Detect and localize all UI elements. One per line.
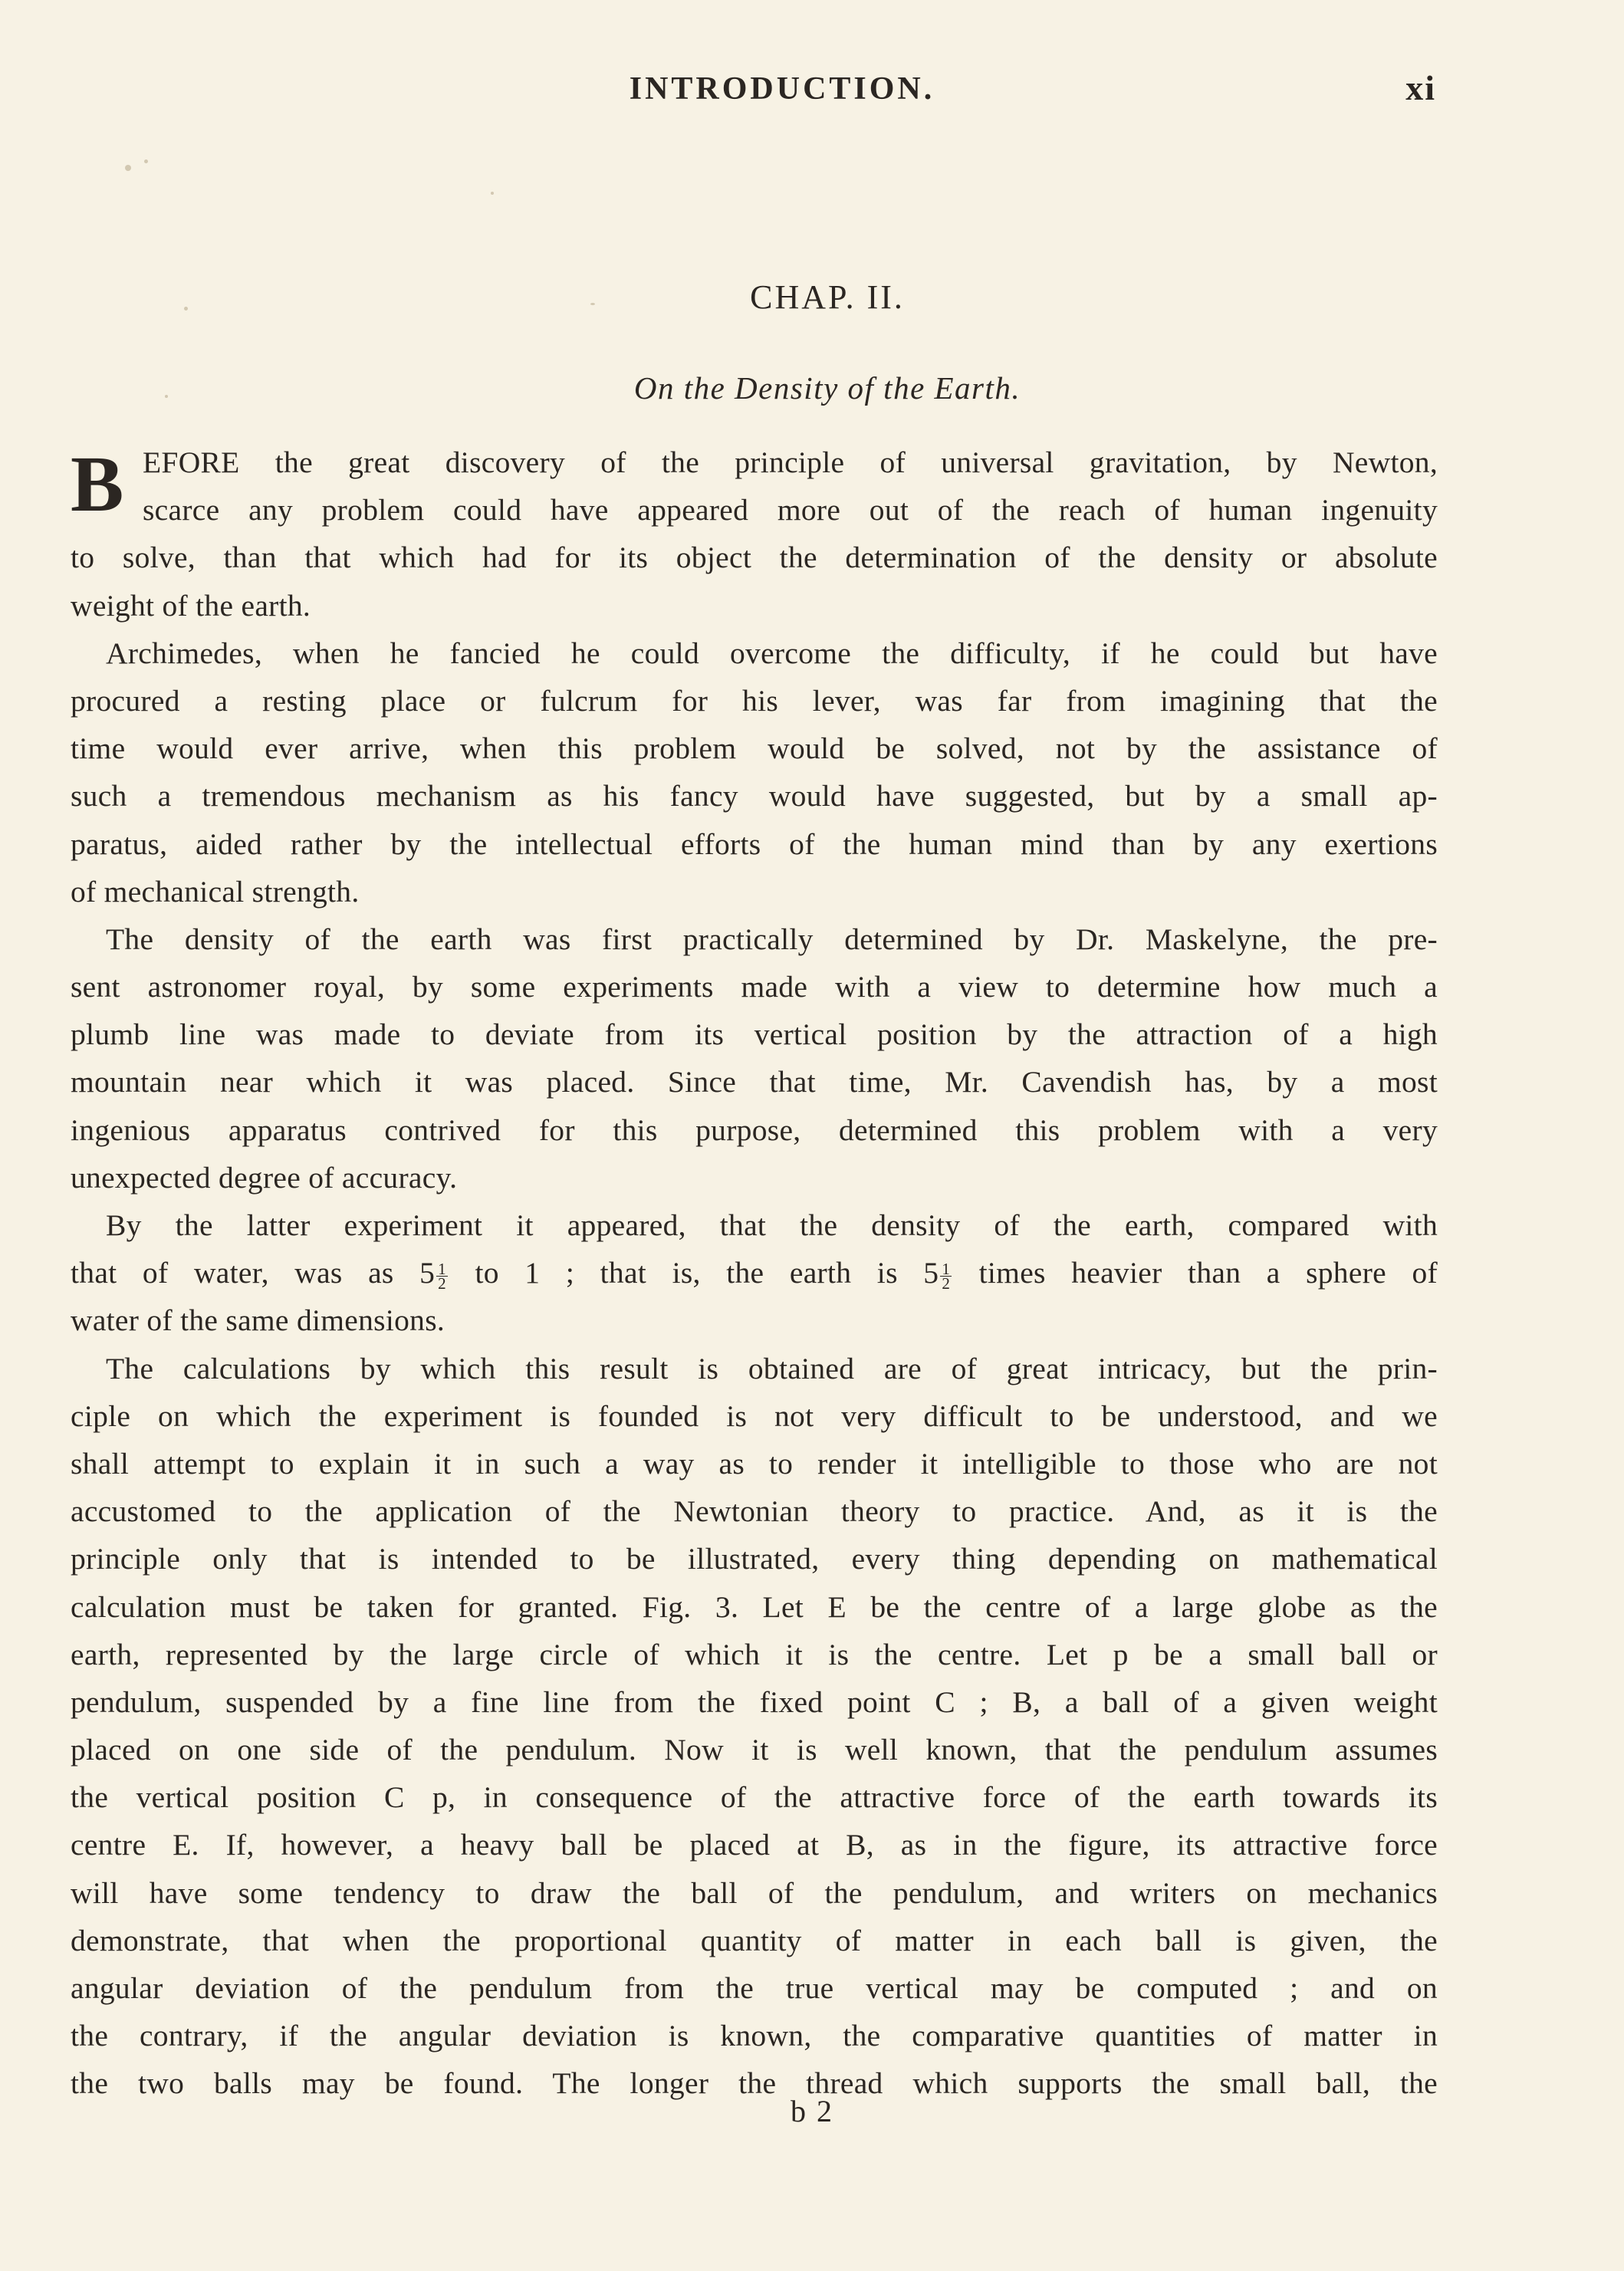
- text-line: pendulum, suspended by a fine line from the fixed point C ; B, a ball of a given weight: [71, 1684, 1438, 1719]
- text-line: water of the same dimensions.: [71, 1303, 445, 1338]
- text-line: that of water, was as 5 $\frac{1}{2}$ to 1 ; that is, the earth is 5 $\frac{1}{2}$ times heavier than a sphere of: [71, 1256, 1438, 1293]
- fraction-numerator: 1: [438, 1259, 446, 1278]
- fraction-one-half: [940, 1259, 952, 1293]
- text-line: shall attempt to explain it in such a way as to render it intelligible to those who are not: [71, 1446, 1438, 1481]
- text-line: of mechanical strength.: [71, 874, 360, 909]
- text-line: such a tremendous mechanism as his fancy would have suggested, but by a small ap-: [71, 779, 1438, 813]
- fraction-one-half: [436, 1259, 448, 1293]
- text-line: paratus, aided rather by the intellectual efforts of the human mind than by any exertions: [71, 827, 1438, 861]
- text-line: sent astronomer royal, by some experiments made with a view to determine how much a: [71, 970, 1438, 1004]
- text-line: will have some tendency to draw the ball of the pendulum, and writers on mechanics: [71, 1875, 1438, 1910]
- text-line: accustomed to the application of the Newtonian theory to practice. And, as it is the: [71, 1494, 1438, 1529]
- paper-speck: [144, 159, 148, 163]
- text-line: to solve, than that which had for its object the determination of the density or absolute: [71, 541, 1438, 575]
- paper-speck: [125, 165, 131, 171]
- fraction-denominator: 2: [942, 1274, 951, 1293]
- running-head: [0, 68, 1624, 117]
- text-line: angular deviation of the pendulum from the true vertical may be computed ; and on: [71, 1971, 1438, 2005]
- text-line: calculation must be taken for granted. Fig. 3. Let E be the centre of a large globe as the: [71, 1589, 1438, 1624]
- chapter-heading: CHAP. II.: [750, 278, 905, 316]
- text-line: unexpected degree of accuracy.: [71, 1160, 458, 1195]
- text-line: The calculations by which this result is obtained are of great intricacy, but the prin-: [106, 1351, 1438, 1385]
- paper-speck: [165, 395, 168, 398]
- text-line: scarce any problem could have appeared more out of the reach of human ingenuity: [143, 493, 1438, 527]
- fraction-numerator: 1: [942, 1259, 951, 1278]
- text-line: the vertical position C p, in consequence of the attractive force of the earth towards its: [71, 1780, 1438, 1815]
- text-line: ingenious apparatus contrived for this purpose, determined this problem with a very: [71, 1112, 1438, 1147]
- drop-cap: B: [71, 440, 124, 528]
- text-line: weight of the earth.: [71, 588, 311, 623]
- text-line: procured a resting place or fulcrum for his lever, was far from imagining that the: [71, 683, 1438, 718]
- chapter-subtitle: On the Density of the Earth.: [633, 370, 1021, 406]
- text-line: demonstrate, that when the proportional quantity of matter in each ball is given, the: [71, 1923, 1438, 1957]
- text-line: the two balls may be found. The longer the thread which supports the small ball, the: [71, 2066, 1438, 2101]
- text-line: ciple on which the experiment is founded is not very difficult to be understood, and we: [71, 1398, 1438, 1433]
- text-line: the contrary, if the angular deviation is known, the comparative quantities of matter in: [71, 2019, 1438, 2053]
- fraction-denominator: 2: [438, 1274, 446, 1293]
- page-number: xi: [1405, 68, 1436, 107]
- paper-speck: [491, 192, 494, 195]
- paper-speck: [184, 307, 188, 311]
- body-text: [71, 439, 1438, 2108]
- text-line: time would ever arrive, when this problem would be solved, not by the assistance of: [71, 731, 1438, 766]
- text-line: principle only that is intended to be illustrated, every thing depending on mathematical: [71, 1542, 1438, 1576]
- text-line: The density of the earth was first practically determined by Dr. Maskelyne, the pre-: [106, 922, 1438, 956]
- text-line: earth, represented by the large circle of which it is the centre. Let p be a small ball or: [71, 1637, 1438, 1671]
- text-line: By the latter experiment it appeared, that the density of the earth, compared with: [106, 1208, 1438, 1242]
- text-line: placed on one side of the pendulum. Now it is well known, that the pendulum assumes: [71, 1733, 1438, 1767]
- running-title: INTRODUCTION.: [629, 71, 935, 107]
- signature-mark: b 2: [791, 2094, 833, 2128]
- text-line: plumb line was made to deviate from its vertical position by the attraction of a high: [71, 1017, 1438, 1052]
- text-line: Archimedes, when he fancied he could overcome the difficulty, if he could but have: [106, 636, 1438, 670]
- text-line: EFORE the great discovery of the principle of universal gravitation, by Newton,: [143, 445, 1438, 479]
- paper-speck: [590, 303, 595, 305]
- text-line: centre E. If, however, a heavy ball be placed at B, as in the figure, its attractive force: [71, 1828, 1438, 1862]
- text-line: mountain near which it was placed. Since that time, Mr. Cavendish has, by a most: [71, 1065, 1438, 1099]
